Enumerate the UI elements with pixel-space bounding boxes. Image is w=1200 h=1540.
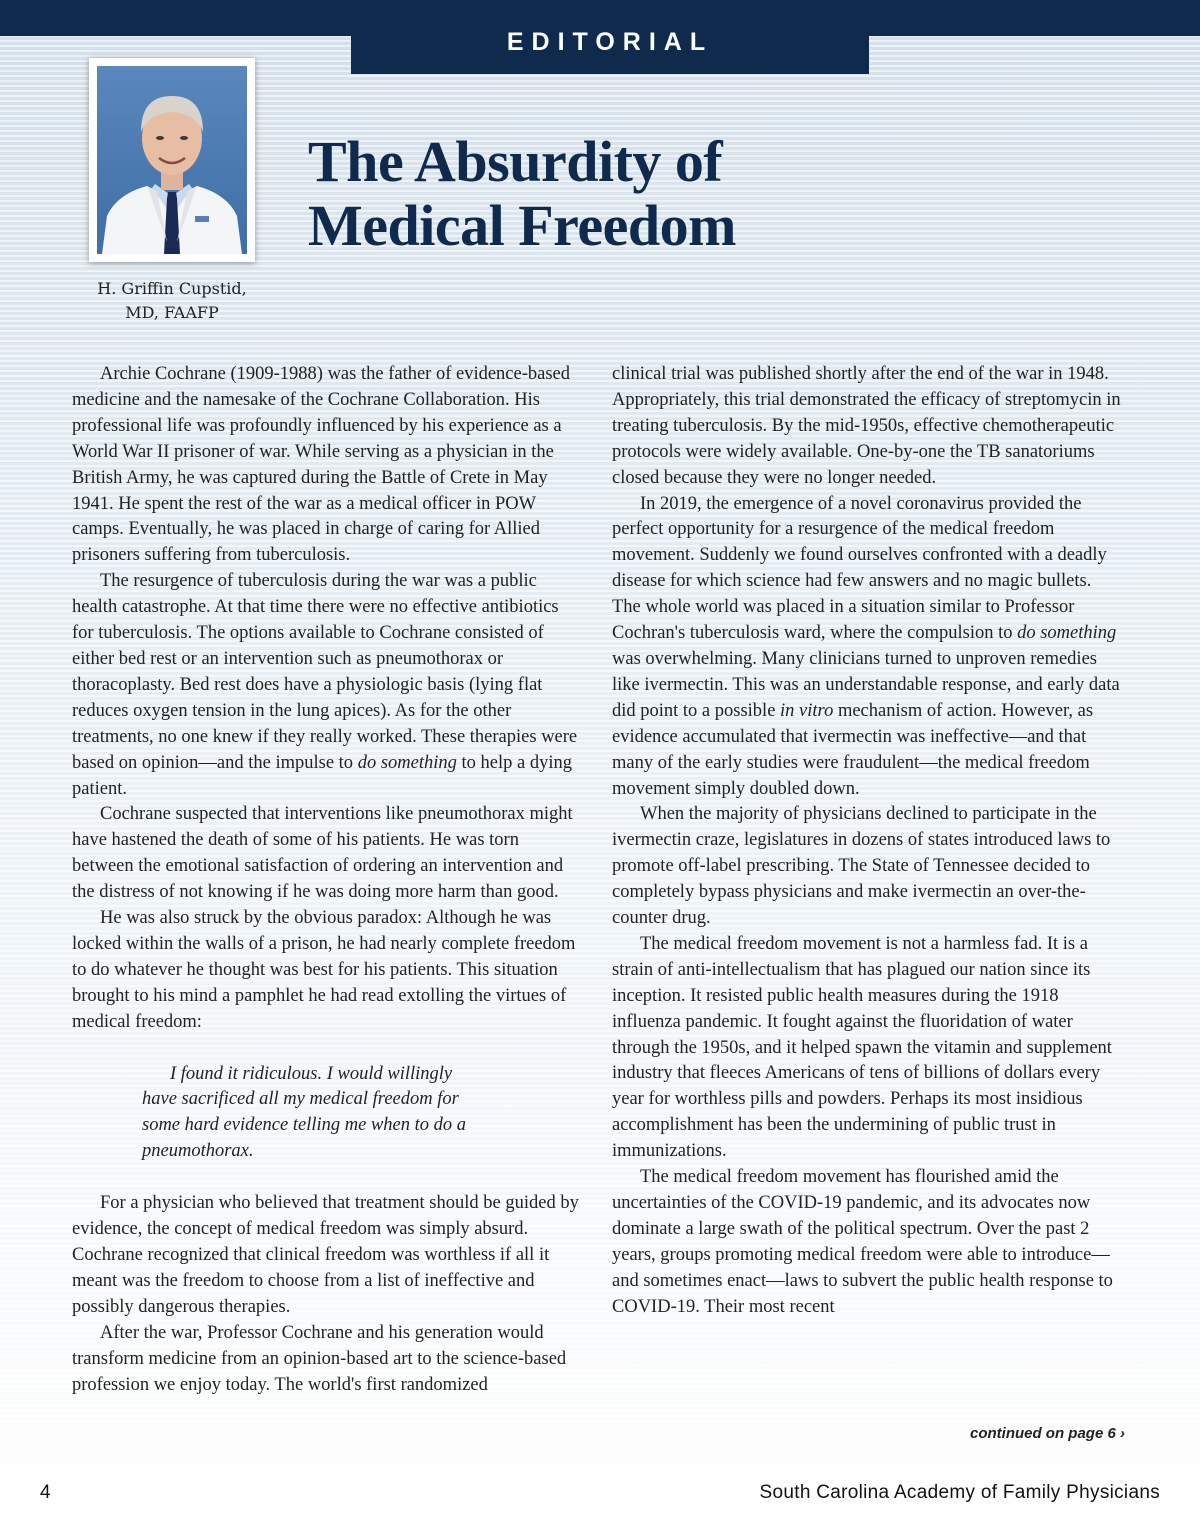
paragraph: In 2019, the emergence of a novel coronavirus provided the perfect opportunity for a resurgence of the medical freedom movement. Suddenly we found ourselves confronted with a deadly disease for which science had few answers and no magic bullets. The whole world was placed in a situation similar to Professor Cochran's tuberculosis ward, where the compulsion to do something was overwhelming. Many clinicians turned to unproven remedies like ivermectin. This was an understandable response, and early data did point to a possible in vitro mechanism of action. However, as evidence accumulated that ivermectin was ineffective—and that many of the early studies were fraudulent—the medical freedom movement simply doubled down. [612, 493, 1120, 799]
paragraph: Archie Cochrane (1909-1988) was the father of evidence-based medicine and the namesake of the Cochrane Collaboration. His professional life was profoundly influenced by his experience as a World War II prisoner of war. While serving as a physician in the British Army, he was captured during the Battle of Crete in May 1941. He spent the rest of the war as a medical officer in POW camps. Eventually, he was placed in charge of caring for Allied prisoners suffering from tuberculosis. [72, 364, 571, 566]
author-photo-frame [89, 58, 255, 262]
title-line-1: The Absurdity of [308, 129, 723, 194]
author-name: H. Griffin Cupstid, [97, 279, 247, 298]
left-column [72, 362, 584, 1398]
title-line-2: Medical Freedom [308, 193, 736, 258]
paragraph: He was also struck by the obvious paradox: Although he was locked within the walls of a prison, he had nearly complete freedom to do whatever he thought was best for his patients. This situation brought to his mind a pamphlet he had read extolling the virtues of medical freedom: [72, 908, 576, 1032]
publication-name: South Carolina Academy of Family Physicians [759, 1482, 1160, 1503]
paragraph: The medical freedom movement is not a harmless fad. It is a strain of anti-intellectualism that has plagued our nation since its inception. It resisted public health measures during the 1918 influenza pandemic. It fought against the fluoridation of water through the 1950s, and it helped spawn the vitamin and supplement industry that fleeces Americans of tens of billions of dollars every year for worthless pills and powders. Perhaps its most insidious accomplishment has been the undermining of public trust in immunizations. [612, 933, 1112, 1162]
section-label: EDITORIAL [351, 0, 869, 74]
continued-link[interactable]: continued on page 6 › [969, 1425, 1125, 1442]
article-title [308, 130, 1008, 258]
paragraph: After the war, Professor Cochrane and his generation would transform medicine from an opinion-based art to the science-based profession we enjoy today. The world's first randomized [72, 1322, 567, 1395]
block-quote: I found it ridiculous. I would willingly have sacrificed all my medical freedom for some hard evidence telling me when to do a pneumothorax. [142, 1063, 467, 1162]
author-credentials: MD, FAAFP [125, 303, 219, 322]
paragraph: The resurgence of tuberculosis during the war was a public health catastrophe. At that time there were no effective antibiotics for tuberculosis. The options available to Cochrane consisted of either bed rest or an intervention such as pneumothorax or thoracoplasty. Bed rest does have a physiologic basis (lying flat reduces oxygen tension in the lung apices). As for the other treatments, no one knew if they really worked. These therapies were based on opinion—and the impulse to do something to help a dying patient. [72, 571, 578, 799]
right-column [612, 362, 1124, 1321]
author-portrait-icon [97, 66, 247, 254]
page-number: 4 [40, 1482, 51, 1503]
paragraph: clinical trial was published shortly after the end of the war in 1948. Appropriately, this trial demonstrated the efficacy of streptomycin in treating tuberculosis. By the mid-1950s, effective chemotherapeutic protocols were widely available. One-by-one the TB sanatoriums closed because they were no longer needed. [612, 364, 1121, 488]
author-caption [92, 277, 252, 325]
paragraph: When the majority of physicians declined to participate in the ivermectin craze, legislatures in dozens of states introduced laws to promote off-label prescribing. The State of Tennessee decided to completely bypass physicians and make ivermectin an over-the-counter drug. [612, 804, 1111, 929]
paragraph: The medical freedom movement has flourished amid the uncertainties of the COVID-19 pandemic, and its advocates now dominate a large swath of the political spectrum. Over the past 2 years, groups promoting medical freedom were able to introduce—and sometimes enact—laws to subvert the public health response to COVID-19. Their most recent [612, 1167, 1113, 1317]
paragraph: For a physician who believed that treatment should be guided by evidence, the concept of medical freedom was simply absurd. Cochrane recognized that clinical freedom was worthless if all it meant was the freedom to choose from a list of ineffective and possibly dangerous therapies. [72, 1193, 579, 1317]
paragraph: Cochrane suspected that interventions like pneumothorax might have hastened the death of some of his patients. He was torn between the emotional satisfaction of ordering an intervention and the distress of not knowing if he was doing more harm than good. [72, 804, 573, 903]
